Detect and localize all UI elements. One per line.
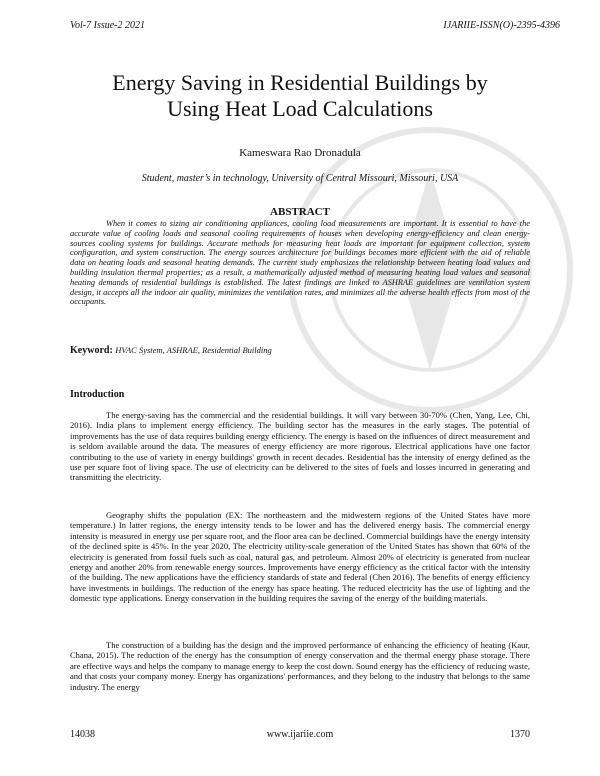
intro-paragraph-2: Geography shifts the population (EX: The northeastern and the midwestern regions of the United States have more temperature.) In latter regions, the energy intensity tends to be lower and has the delivered energy basis. The commercial energy intensity is measured in energy use per square root, and the floor area can be declined. Commercial buildings have the energy intensity of the declined spite is 45%. In the year 2020, The electricity utility-scale generation of the United States has shown that 60% of the electricity is generated from fossil fuels such as coal, natural gas, and petroleum. Almost 20% of electricity is generated from nuclear energy and another 20% from renewable energy sources. Improvements have energy efficiency as the critical factor with the intensity of the building. The new applications have the efficiency standards of state and federal (Chen 2016). The benefits of energy efficiency have investments in buildings. The reduction of the energy has space heating. The reduced electricity has the use of lighting and the domestic type applications. Energy conservation in the building requires the saving of the energy of the building materials. [70,510,530,604]
title-line-2: Using Heat Load Calculations [167,96,433,121]
keywords [70,345,272,356]
paper-title [60,70,540,122]
footer-paper-id: 14038 [70,729,95,740]
author-affiliation: Student, master’s in technology, University of Central Missouri, Missouri, USA [141,173,459,184]
author-name: Kameswara Rao Dronadula [239,147,361,159]
footer-website: www.ijariie.com [266,729,334,740]
header-issn: IJARIIE-ISSN(O)-2395-4396 [443,20,560,31]
abstract-text: When it comes to sizing air conditioning appliances, cooling load measurements are important. It is essential to have the accurate value of cooling loads and seasonal cooling requirements of houses when developing energy-efficiency and clean energy-sources cooling systems for buildings. Accurate methods for measuring heat loads are important for equipment collection, system configuration, and system construction. The energy sources architecture for buildings becomes more efficient with the aid of reliable data on heating loads and seasonal heating demands. The current study emphasizes the relationship between heating load values and building insulation thermal properties; as a result, a mathematically adjusted method of measuring heating load values and seasonal heating demands of residential buildings is established. The latest findings are linked to ASHRAE guidelines are ventilation system design, it accepts all the indoor air quality, minimizes the ventilation rates, and minimizes all the adverse health effects from most of the occupants. [70,219,530,307]
section-heading-introduction: Introduction [70,389,125,400]
intro-paragraph-1: The energy-saving has the commercial and the residential buildings. It will vary between 30-70% (Chen, Yang, Lee, Chi, 2016). India plans to implement energy efficiency. The building sector has the measures in the early stages. The potential of improvements has the use of data requires building energy efficiency. The energy is based on the influences of direct measurement and is seldom available around the data. The measures of energy efficiency are more rigorous. Electrical applications have one factor contributing to the use of variety in energy buildings' growth in recent decades. Residential has the intensity of energy defined as the use per square foot of living space. The use of electricity can be delivered to the sites of fuels and losses incurred in generating and transmitting the electricity. [70,410,530,483]
keywords-label: Keyword: [70,345,113,356]
keywords-text: HVAC System, ASHRAE, Residential Building [115,345,272,355]
footer-page-number: 1370 [510,729,530,740]
title-line-1: Energy Saving in Residential Buildings by [112,70,488,95]
header-volume: Vol-7 Issue-2 2021 [70,20,145,31]
abstract-heading: ABSTRACT [270,206,330,218]
intro-paragraph-3: The construction of a building has the design and the improved performance of enhancing the efficiency of heating (Kaur, Chana, 2015). The reduction of the energy has the consumption of energy conservation and the thermal energy phase storage. There are effective ways and helps the company to manage energy to keep the cost down. Sound energy has the efficiency of reducing waste, and that costs your company money. Energy has organizations' performances, and they belong to the industry that belongs to the same industry. The energy [70,640,530,692]
